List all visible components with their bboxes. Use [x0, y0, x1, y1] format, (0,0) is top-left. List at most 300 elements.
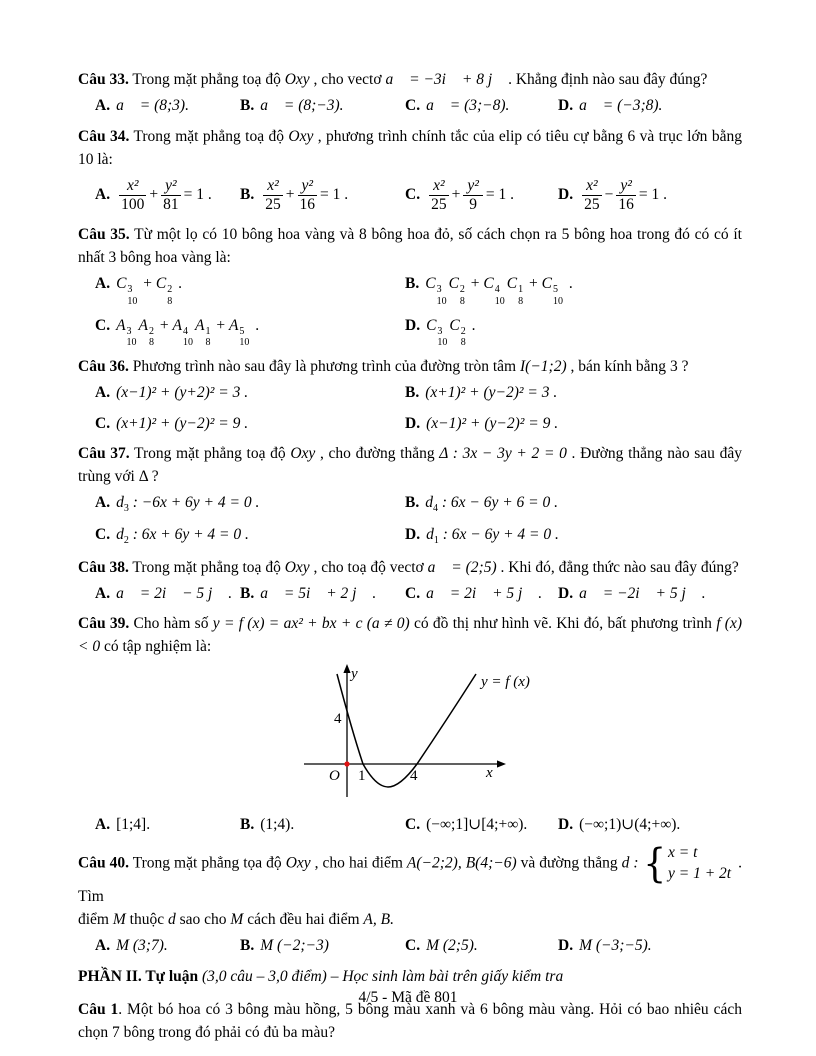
text: . Khi đó, đẳng thức nào sau đây đúng?: [496, 558, 739, 576]
math: (x+1)² + (y−2)² = 3 .: [425, 384, 558, 402]
sub: 10: [127, 295, 138, 307]
option-33-A: [95, 94, 240, 117]
math: Oxy: [290, 444, 316, 462]
math: A, B.: [363, 911, 394, 929]
math: Δ : 3x − 3y + 2 = 0: [439, 444, 567, 462]
math: : 6x + 6y + 4 = 0 .: [128, 526, 249, 544]
option-label: D.: [558, 815, 574, 833]
math: a⃗ = 2i⃗ − 5 j⃗ .: [116, 584, 233, 602]
option-40-C: [405, 934, 558, 957]
question-33-text: [78, 68, 742, 91]
math-sym: C: [483, 275, 494, 293]
text: , cho hai điểm: [310, 854, 407, 872]
sub: 10: [182, 337, 193, 349]
option-label: A.: [95, 937, 111, 955]
sup: 3: [437, 325, 443, 337]
question-39-number: Câu 39.: [78, 615, 130, 633]
origin-dot: [344, 761, 349, 766]
option-label: D.: [558, 937, 574, 955]
math: (−∞;1)∪(4;+∞).: [579, 815, 681, 833]
math: Δ: [138, 468, 148, 486]
numerator: x²: [263, 177, 283, 196]
math: M (2;5).: [426, 937, 478, 955]
text: và trục lớn bằng: [635, 127, 742, 145]
math: a⃗ = 5i⃗ + 2 j⃗ .: [260, 584, 377, 602]
sup: 3: [127, 284, 133, 296]
option-38-B: [240, 582, 405, 605]
text: Trong mặt phẳng toạ độ: [129, 444, 291, 462]
fraction: [263, 177, 283, 214]
option-37-C: [95, 523, 405, 548]
math: (1;4).: [260, 815, 295, 833]
option-35-D: [405, 314, 742, 349]
text: là:: [93, 150, 113, 168]
fraction: [161, 177, 181, 214]
sup-sub: [239, 327, 249, 349]
sub: 10: [239, 337, 250, 349]
sup-sub: [183, 327, 193, 349]
sub: 1: [433, 535, 439, 547]
math: = 1 .: [320, 185, 349, 203]
fraction: [463, 177, 483, 214]
operator: +: [525, 275, 542, 293]
option-38-A: [95, 582, 240, 605]
text: cách đều hai điểm: [243, 911, 364, 929]
math-sym: A: [228, 316, 239, 334]
text: Trong mặt phẳng toạ độ: [129, 127, 289, 145]
text: Trong mặt phẳng toạ độ: [128, 558, 285, 576]
parabola-figure: [300, 663, 742, 810]
option-36-B: [405, 381, 742, 404]
question-40-text-line2: [78, 908, 742, 931]
math-sym: C: [506, 275, 518, 293]
question-39-text: [78, 612, 742, 659]
math: M (−3;−5).: [579, 937, 652, 955]
question-37-text: [78, 442, 742, 489]
option-label: C.: [405, 937, 421, 955]
question-34-options: [78, 177, 742, 214]
math: [1;4].: [116, 815, 151, 833]
option-34-D: [558, 177, 742, 214]
option-label: D.: [558, 97, 574, 115]
question-35-number: Câu 35.: [78, 225, 130, 243]
sup-sub: [460, 285, 465, 307]
text: , bán kính bằng: [566, 358, 670, 376]
math: 6: [627, 127, 636, 145]
page-footer: [0, 986, 816, 1009]
system-line-2: y = 1 + 2t: [668, 864, 732, 882]
fraction: [298, 177, 318, 214]
sub: 10: [552, 295, 563, 307]
question-40: [78, 840, 742, 958]
question-34: [78, 125, 742, 214]
sup: 3: [436, 284, 442, 296]
operator: +: [149, 185, 159, 203]
math: 10: [78, 150, 94, 168]
math-sym: C: [541, 275, 552, 293]
x-axis-arrow: [497, 760, 506, 767]
text: , cho vectơ: [309, 71, 386, 88]
option-label: C.: [405, 185, 421, 203]
question-35: [78, 223, 742, 349]
sup-sub: [127, 285, 137, 307]
math: = 1 .: [485, 185, 515, 203]
part-2-label: PHẦN II. Tự luận: [78, 967, 203, 985]
denominator: 25: [265, 195, 281, 213]
math: d: [426, 526, 434, 544]
graph-x-axis-label: x: [486, 764, 493, 781]
option-36-D: [405, 412, 742, 435]
question-37-options-row-1: [78, 491, 742, 516]
math: a⃗ = −2i⃗ + 5 j⃗ .: [579, 584, 706, 602]
sub: 8: [205, 337, 211, 349]
math-sym: C: [155, 275, 167, 293]
math-sym: A: [194, 316, 205, 334]
question-35-text: [78, 223, 742, 270]
question-36-text: [78, 355, 742, 378]
sup: 5: [552, 284, 558, 296]
operator: −: [604, 185, 614, 203]
option-34-A: [95, 177, 240, 214]
question-40-options: [78, 934, 742, 957]
numerator: y²: [298, 177, 318, 196]
math-sym: C: [449, 316, 460, 334]
question-34-text: [78, 125, 742, 172]
math: I(−1;2): [520, 358, 567, 376]
sup-sub: [518, 285, 523, 307]
sup-sub: [437, 327, 447, 349]
math: d: [425, 494, 433, 512]
equation-system: [642, 840, 732, 887]
question-38-number: Câu 38.: [78, 558, 129, 576]
denominator: 81: [163, 195, 179, 213]
system-lines: [668, 843, 731, 885]
math: M: [112, 911, 126, 929]
text: .: [467, 316, 476, 334]
math-sym: C: [425, 275, 436, 293]
math: 3: [669, 358, 678, 376]
math: d: [116, 494, 124, 512]
text: có tập nghiệm là:: [100, 638, 212, 656]
operator: +: [466, 275, 484, 293]
math: : 6x − 6y + 6 = 0 .: [437, 494, 559, 512]
question-38: [78, 556, 742, 606]
math: M: [230, 911, 244, 929]
question-39: [78, 612, 742, 836]
sup: 3: [126, 325, 132, 337]
option-label: B.: [240, 937, 255, 955]
math: d: [116, 526, 124, 544]
text: ?: [147, 468, 159, 486]
math: (−∞;1]∪[4;+∞).: [426, 815, 528, 833]
option-label: A.: [95, 384, 111, 402]
numerator: x²: [119, 177, 146, 196]
sub: 8: [459, 295, 465, 307]
option-label: A.: [95, 584, 111, 602]
math: a⃗ = (3;−8).: [426, 97, 510, 115]
text: điểm: [78, 911, 113, 929]
option-34-C: [405, 177, 558, 214]
sup-sub: [553, 285, 563, 307]
text: .: [251, 316, 260, 334]
sub: 8: [460, 337, 466, 349]
text: .: [564, 275, 573, 293]
option-label: C.: [95, 316, 111, 334]
option-label: A.: [95, 275, 111, 293]
text: Từ một lọ có 10 bông hoa vàng và 8 bông hoa đỏ, số cách chọn ra 5 bông hoa trong đó có có ít nhất 3 bông hoa vàng là:: [78, 225, 742, 266]
math: Oxy: [285, 854, 311, 872]
math: a⃗ = 2i⃗ + 5 j⃗ .: [426, 584, 543, 602]
option-38-D: [558, 582, 742, 605]
option-label: D.: [558, 584, 574, 602]
option-label: B.: [240, 815, 255, 833]
denominator: 16: [299, 195, 316, 213]
text: Phương trình nào sau đây là phương trình của đường tròn tâm: [128, 358, 520, 376]
denominator: 16: [618, 195, 634, 213]
text: và đường thẳng: [516, 854, 622, 872]
sub: 4: [432, 503, 438, 515]
numerator: y²: [161, 177, 181, 196]
operator: +: [451, 185, 461, 203]
question-39-options: [78, 813, 742, 836]
option-36-C: [95, 412, 405, 435]
text: Trong mặt phẳng toạ độ: [128, 71, 285, 88]
numerator: y²: [463, 177, 483, 196]
option-label: B.: [240, 185, 255, 203]
option-33-C: [405, 94, 558, 117]
option-label: B.: [405, 494, 420, 512]
option-39-B: [240, 813, 405, 836]
text: thuộc: [125, 911, 168, 929]
sup: 1: [205, 325, 211, 337]
parabola-graph: [300, 663, 570, 803]
math: = 1 .: [183, 185, 212, 203]
text: . Một bó hoa có 3 bông màu hồng, 5 bông màu xanh và 6 bông màu vàng. Hỏi có bao nhiêu cách chọn 7 bông trong đó phải có đủ ba màu?: [78, 1000, 742, 1042]
sup: 2: [149, 325, 155, 337]
math: = 1 .: [638, 185, 668, 203]
option-label: D.: [558, 185, 574, 203]
part-2-note: (3,0 câu – 3,0 điểm) – Học sinh làm bài trên giấy kiểm tra: [202, 967, 564, 985]
brace: {: [642, 840, 666, 887]
fraction: [616, 177, 636, 214]
math: A(−2;2), B(4;−6): [406, 854, 517, 872]
sup: 4: [494, 284, 500, 296]
text: , cho toạ độ vectơ: [309, 558, 428, 576]
option-36-A: [95, 381, 405, 404]
math-sym: C: [426, 316, 437, 334]
option-label: A.: [95, 494, 111, 512]
math: f (x) < 0: [78, 615, 742, 656]
question-36-number: Câu 36.: [78, 358, 129, 376]
question-35-options-row-1: [78, 272, 742, 307]
option-label: D.: [405, 526, 421, 544]
operator: +: [139, 275, 156, 293]
denominator: 100: [121, 195, 145, 213]
math: a⃗ = (2;5): [427, 558, 497, 576]
option-39-D: [558, 813, 742, 836]
sup-sub: [149, 327, 154, 349]
text: sao cho: [175, 911, 231, 929]
sub: 2: [123, 535, 129, 547]
math-sym: C: [448, 275, 459, 293]
fraction: [429, 177, 449, 214]
option-label: D.: [405, 316, 421, 334]
question-36-options-row-1: [78, 381, 742, 404]
text: . Đường thẳng nào sau đây trùng với: [78, 444, 742, 486]
part-2-heading: [78, 965, 742, 988]
option-label: A.: [95, 97, 111, 115]
page-footer-text: 4/5 - Mã đề 801: [358, 989, 458, 1006]
graph-tick-1: 1: [358, 767, 366, 784]
option-35-A: [95, 272, 405, 307]
option-label: A.: [95, 185, 111, 203]
option-label: B.: [405, 384, 420, 402]
math: d: [167, 911, 176, 929]
option-37-B: [405, 491, 742, 516]
question-33-options: [78, 94, 742, 117]
sub: 10: [126, 337, 137, 349]
question-38-options: [78, 582, 742, 605]
denominator: 9: [469, 195, 477, 213]
option-37-A: [95, 491, 405, 516]
denominator: 25: [431, 195, 447, 213]
operator: +: [212, 316, 229, 334]
option-label: C.: [405, 97, 421, 115]
system-line-1: x = t: [668, 844, 698, 862]
question-38-text: [78, 556, 742, 579]
math: a⃗ = (8;3).: [116, 97, 189, 115]
option-label: B.: [240, 584, 255, 602]
sup-sub: [167, 285, 172, 307]
question-33: [78, 68, 742, 118]
operator: +: [156, 316, 173, 334]
text: .: [174, 275, 183, 293]
option-label: C.: [95, 414, 111, 432]
sub: 8: [167, 295, 173, 307]
option-40-A: [95, 934, 240, 957]
question-35-options-row-2: [78, 314, 742, 349]
option-33-D: [558, 94, 742, 117]
text: , phương trình chính tắc của elip có tiêu cự bằng: [313, 127, 628, 145]
math-sym: A: [138, 316, 149, 334]
sup-sub: [437, 285, 447, 307]
graph-curve-label: y = f (x): [481, 673, 530, 690]
text: Cho hàm số: [129, 615, 213, 633]
math: Oxy: [288, 127, 314, 145]
question-37-number: Câu 37.: [78, 444, 130, 462]
question-36: [78, 355, 742, 435]
sup-sub: [461, 327, 466, 349]
math: (x+1)² + (y−2)² = 9 .: [116, 414, 249, 432]
text: . Khẳng định nào sau đây đúng?: [504, 71, 708, 88]
numerator: y²: [616, 177, 636, 196]
option-label: A.: [95, 815, 111, 833]
sup: 2: [167, 284, 173, 296]
math-sym: A: [116, 316, 126, 334]
option-label: D.: [405, 414, 421, 432]
essay-question-1-number: Câu 1: [78, 1000, 119, 1018]
question-33-number: Câu 33.: [78, 71, 129, 88]
sub: 10: [436, 295, 447, 307]
question-37: [78, 442, 742, 549]
option-40-D: [558, 934, 742, 957]
math-sym: A: [172, 316, 182, 334]
text: , cho đường thẳng: [315, 444, 440, 462]
sup-sub: [495, 285, 505, 307]
sub: 10: [494, 295, 505, 307]
math: (x−1)² + (y−2)² = 9 .: [426, 414, 559, 432]
text: ?: [677, 358, 689, 376]
question-40-text-line1: [78, 840, 742, 908]
numerator: x²: [582, 177, 602, 196]
option-35-C: [95, 314, 405, 349]
math: M (3;7).: [116, 937, 168, 955]
graph-origin-label: O: [329, 767, 340, 784]
option-33-B: [240, 94, 405, 117]
operator: +: [285, 185, 295, 203]
math: a⃗ = (−3;8).: [579, 97, 663, 115]
math: : 6x − 6y + 4 = 0 .: [438, 526, 559, 544]
option-label: C.: [405, 584, 421, 602]
math: a⃗ = −3i⃗ + 8 j⃗: [385, 71, 505, 88]
sup: 5: [239, 325, 245, 337]
option-label: B.: [405, 275, 420, 293]
option-34-B: [240, 177, 405, 214]
question-37-options-row-2: [78, 523, 742, 548]
graph-tick-4y: 4: [334, 710, 342, 727]
sub: 8: [149, 337, 155, 349]
option-40-B: [240, 934, 405, 957]
math-sym: C: [116, 275, 127, 293]
graph-y-axis-label: y: [351, 665, 358, 682]
option-37-D: [405, 523, 742, 548]
option-35-B: [405, 272, 742, 307]
y-axis-arrow: [343, 664, 350, 673]
question-36-options-row-2: [78, 412, 742, 435]
text: Trong mặt phẳng tọa độ: [128, 854, 286, 872]
numerator: x²: [429, 177, 449, 196]
sub: 3: [123, 503, 129, 515]
sup: 1: [518, 284, 524, 296]
fraction: [119, 177, 146, 214]
text: . Tìm: [78, 854, 742, 905]
option-38-C: [405, 582, 558, 605]
math: y = f (x) = ax² + bx + c (a ≠ 0): [212, 615, 410, 633]
graph-tick-4x: 4: [410, 767, 418, 784]
option-label: C.: [95, 526, 111, 544]
sup-sub: [205, 327, 210, 349]
question-40-number: Câu 40.: [78, 854, 129, 872]
sub: 8: [518, 295, 524, 307]
denominator: 25: [584, 195, 600, 213]
math: Oxy: [284, 558, 310, 576]
sup: 2: [459, 284, 465, 296]
fraction: [582, 177, 602, 214]
option-39-A: [95, 813, 240, 836]
math: : −6x + 6y + 4 = 0 .: [128, 494, 260, 512]
sup: 4: [182, 325, 188, 337]
option-39-C: [405, 813, 558, 836]
sub: 10: [437, 337, 448, 349]
sup-sub: [127, 327, 137, 349]
math: M (−2;−3): [260, 937, 329, 955]
math: Oxy: [284, 71, 310, 88]
question-34-number: Câu 34.: [78, 127, 130, 145]
option-label: C.: [405, 815, 421, 833]
math: d :: [621, 854, 639, 872]
math: (x−1)² + (y+2)² = 3 .: [116, 384, 249, 402]
math: a⃗ = (8;−3).: [260, 97, 344, 115]
